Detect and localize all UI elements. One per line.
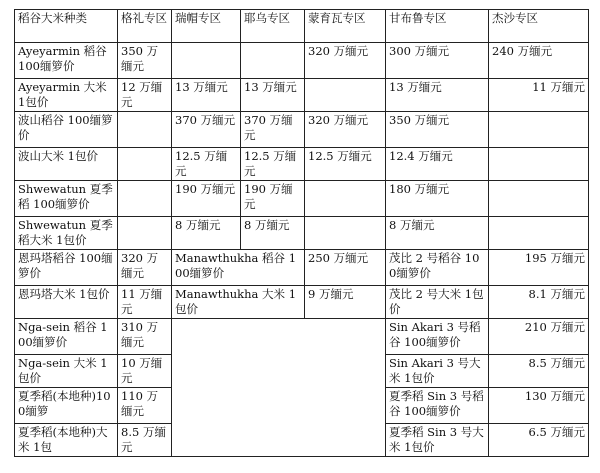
table-row	[15, 250, 589, 286]
variety-cell: Manawthukha 大米 1包价	[172, 286, 305, 319]
price-cell	[489, 148, 589, 181]
price-cell: 370 万缅元	[241, 112, 305, 148]
table-row	[15, 217, 589, 250]
price-cell	[489, 217, 589, 250]
header-cell: 耶乌专区	[241, 10, 305, 43]
price-cell	[172, 43, 241, 79]
price-cell	[489, 181, 589, 217]
price-cell: 190 万缅元	[172, 181, 241, 217]
price-cell: 6.5 万缅元	[489, 424, 589, 457]
rice-type-cell: 恩玛塔稻谷 100缅箩价	[15, 250, 118, 286]
price-cell: 11 万缅元	[118, 286, 172, 319]
price-cell: 195 万缅元	[489, 250, 589, 286]
rice-type-cell: 夏季稻(本地种)大米 1包	[15, 424, 118, 457]
price-cell: 320 万缅元	[305, 43, 386, 79]
price-cell	[118, 112, 172, 148]
header-row	[15, 10, 589, 43]
price-cell	[305, 217, 386, 250]
variety-cell: 茂比 2 号大米 1包价	[386, 286, 489, 319]
rice-type-cell: Shwewatun 夏季稻大米 1包价	[15, 217, 118, 250]
price-cell: 210 万缅元	[489, 319, 589, 355]
table-row	[15, 286, 589, 319]
header-cell: 蒙育瓦专区	[305, 10, 386, 43]
price-cell: 8.5 万缅元	[118, 424, 172, 457]
variety-cell: Sin Akari 3 号稻谷 100缅箩价	[386, 319, 489, 355]
price-cell: 10 万缅元	[118, 355, 172, 388]
rice-type-cell: Ayeyarmin 大米 1包价	[15, 79, 118, 112]
price-cell: 250 万缅元	[305, 250, 386, 286]
rice-type-cell: 恩玛塔大米 1包价	[15, 286, 118, 319]
price-cell: 130 万缅元	[489, 388, 589, 424]
price-cell: 300 万缅元	[386, 43, 489, 79]
price-cell: 12.5 万缅元	[305, 148, 386, 181]
price-cell: 240 万缅元	[489, 43, 589, 79]
header-cell: 格礼专区	[118, 10, 172, 43]
price-cell: 12 万缅元	[118, 79, 172, 112]
price-cell: 350 万缅元	[386, 112, 489, 148]
price-cell: 370 万缅元	[172, 112, 241, 148]
rice-type-cell: 波山大米 1包价	[15, 148, 118, 181]
rice-type-cell: Nga-sein 稻谷 100缅箩价	[15, 319, 118, 355]
price-cell	[118, 181, 172, 217]
price-cell: 190 万缅元	[241, 181, 305, 217]
price-cell: 12.5 万缅元	[172, 148, 241, 181]
price-cell: 320 万缅元	[305, 112, 386, 148]
table-row	[15, 181, 589, 217]
header-cell: 瑞帽专区	[172, 10, 241, 43]
price-cell	[118, 148, 172, 181]
table-row	[15, 148, 589, 181]
rice-type-cell: Nga-sein 大米 1包价	[15, 355, 118, 388]
table-row	[15, 43, 589, 79]
table-row	[15, 112, 589, 148]
header-cell: 甘布鲁专区	[386, 10, 489, 43]
price-cell: 320 万缅元	[118, 250, 172, 286]
price-cell	[305, 181, 386, 217]
rice-type-cell: 夏季稻(本地种)100缅箩	[15, 388, 118, 424]
price-cell: 8 万缅元	[386, 217, 489, 250]
price-cell: 13 万缅元	[172, 79, 241, 112]
header-cell: 杰沙专区	[489, 10, 589, 43]
variety-cell: 茂比 2 号稻谷 100缅箩价	[386, 250, 489, 286]
price-cell: 310 万缅元	[118, 319, 172, 355]
price-cell: 180 万缅元	[386, 181, 489, 217]
rice-type-cell: Shwewatun 夏季稻 100缅箩价	[15, 181, 118, 217]
price-cell: 13 万缅元	[386, 79, 489, 112]
table-row	[15, 79, 589, 112]
rice-price-table	[14, 9, 589, 457]
price-cell: 110 万缅元	[118, 388, 172, 424]
price-cell: 8 万缅元	[241, 217, 305, 250]
price-cell	[118, 217, 172, 250]
price-table-container	[14, 9, 589, 457]
price-cell: 12.5 万缅元	[241, 148, 305, 181]
price-cell	[241, 43, 305, 79]
price-cell: 13 万缅元	[241, 79, 305, 112]
price-cell: 12.4 万缅元	[386, 148, 489, 181]
price-cell: 11 万缅元	[489, 79, 589, 112]
empty-merged-cell	[172, 319, 386, 457]
price-cell	[489, 112, 589, 148]
price-cell: 350 万缅元	[118, 43, 172, 79]
variety-cell: Sin Akari 3 号大米 1包价	[386, 355, 489, 388]
variety-cell: 夏季稻 Sin 3 号大米 1包价	[386, 424, 489, 457]
price-cell	[305, 79, 386, 112]
rice-type-cell: 波山稻谷 100缅箩价	[15, 112, 118, 148]
rice-type-cell: Ayeyarmin 稻谷 100缅箩价	[15, 43, 118, 79]
variety-cell: 夏季稻 Sin 3 号稻谷 100缅箩价	[386, 388, 489, 424]
header-cell: 稻谷大米种类	[15, 10, 118, 43]
price-cell: 8.1 万缅元	[489, 286, 589, 319]
price-cell: 8.5 万缅元	[489, 355, 589, 388]
table-row	[15, 319, 589, 355]
price-cell: 8 万缅元	[172, 217, 241, 250]
variety-cell: Manawthukha 稻谷 100缅箩价	[172, 250, 305, 286]
price-cell: 9 万缅元	[305, 286, 386, 319]
